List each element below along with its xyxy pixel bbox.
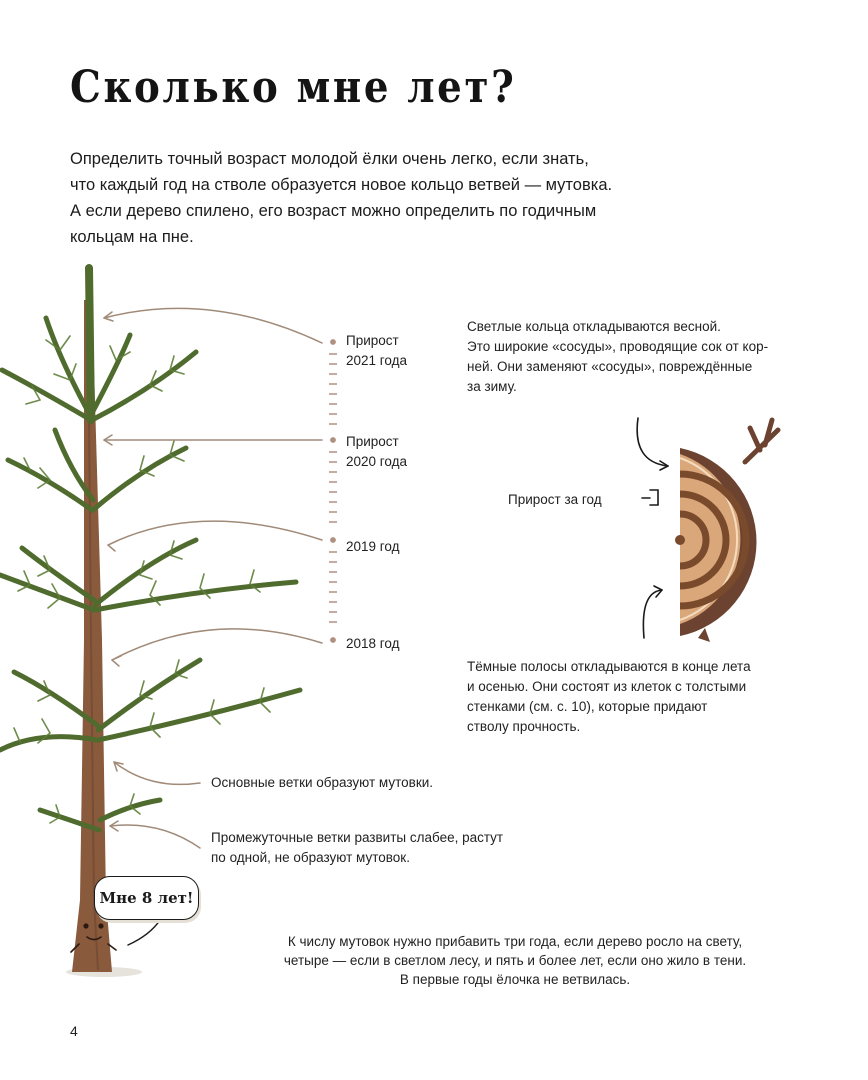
growth-2021-label: Прирост 2021 года <box>346 333 408 368</box>
intro-line: А если дерево спилено, его возраст можно определить по годичным <box>70 202 597 220</box>
dark-bands-note: Тёмные полосы откладываются в конце лета и осенью. Они состоят из клеток с толстыми стенками (см. с. 10), которые придают стволу прочность. <box>467 659 751 734</box>
growth-2019-label: 2019 год <box>346 539 400 554</box>
page-title: Сколько мне лет? <box>70 62 517 113</box>
ruler-scale-icon <box>329 340 337 643</box>
growth-2018-label: 2018 год <box>346 636 400 651</box>
annual-growth-label: Прирост за год <box>508 492 602 507</box>
bottom-note: К числу мутовок нужно прибавить три года, если дерево росло на свету, четыре — если в светлом лесу, и пять и более лет, если оно жило в тени. В первые годы ёлочка не ветвилась. <box>283 934 747 987</box>
intro-line: кольцам на пне. <box>70 228 194 246</box>
page-number: 4 <box>70 1023 78 1039</box>
light-rings-note: Светлые кольца откладываются весной. Это широкие «сосуды», проводящие сок от кор- ней. Они заменяют «сосуды», повреждённые за зиму. <box>467 319 769 394</box>
log-cross-section-icon <box>600 410 800 650</box>
main-branches-note: Основные ветки образуют мутовки. <box>211 775 434 790</box>
intro-line: Определить точный возраст молодой ёлки очень легко, если знать, <box>70 150 589 168</box>
growth-2020-label: Прирост 2020 года <box>346 434 408 469</box>
intro-line: что каждый год на стволе образуется новое кольцо ветвей — мутовка. <box>70 176 613 194</box>
speech-bubble: Мне 8 лет! <box>94 876 199 920</box>
intermediate-branches-note: Промежуточные ветки развиты слабее, растут по одной, не образуют мутовок. <box>211 830 504 865</box>
